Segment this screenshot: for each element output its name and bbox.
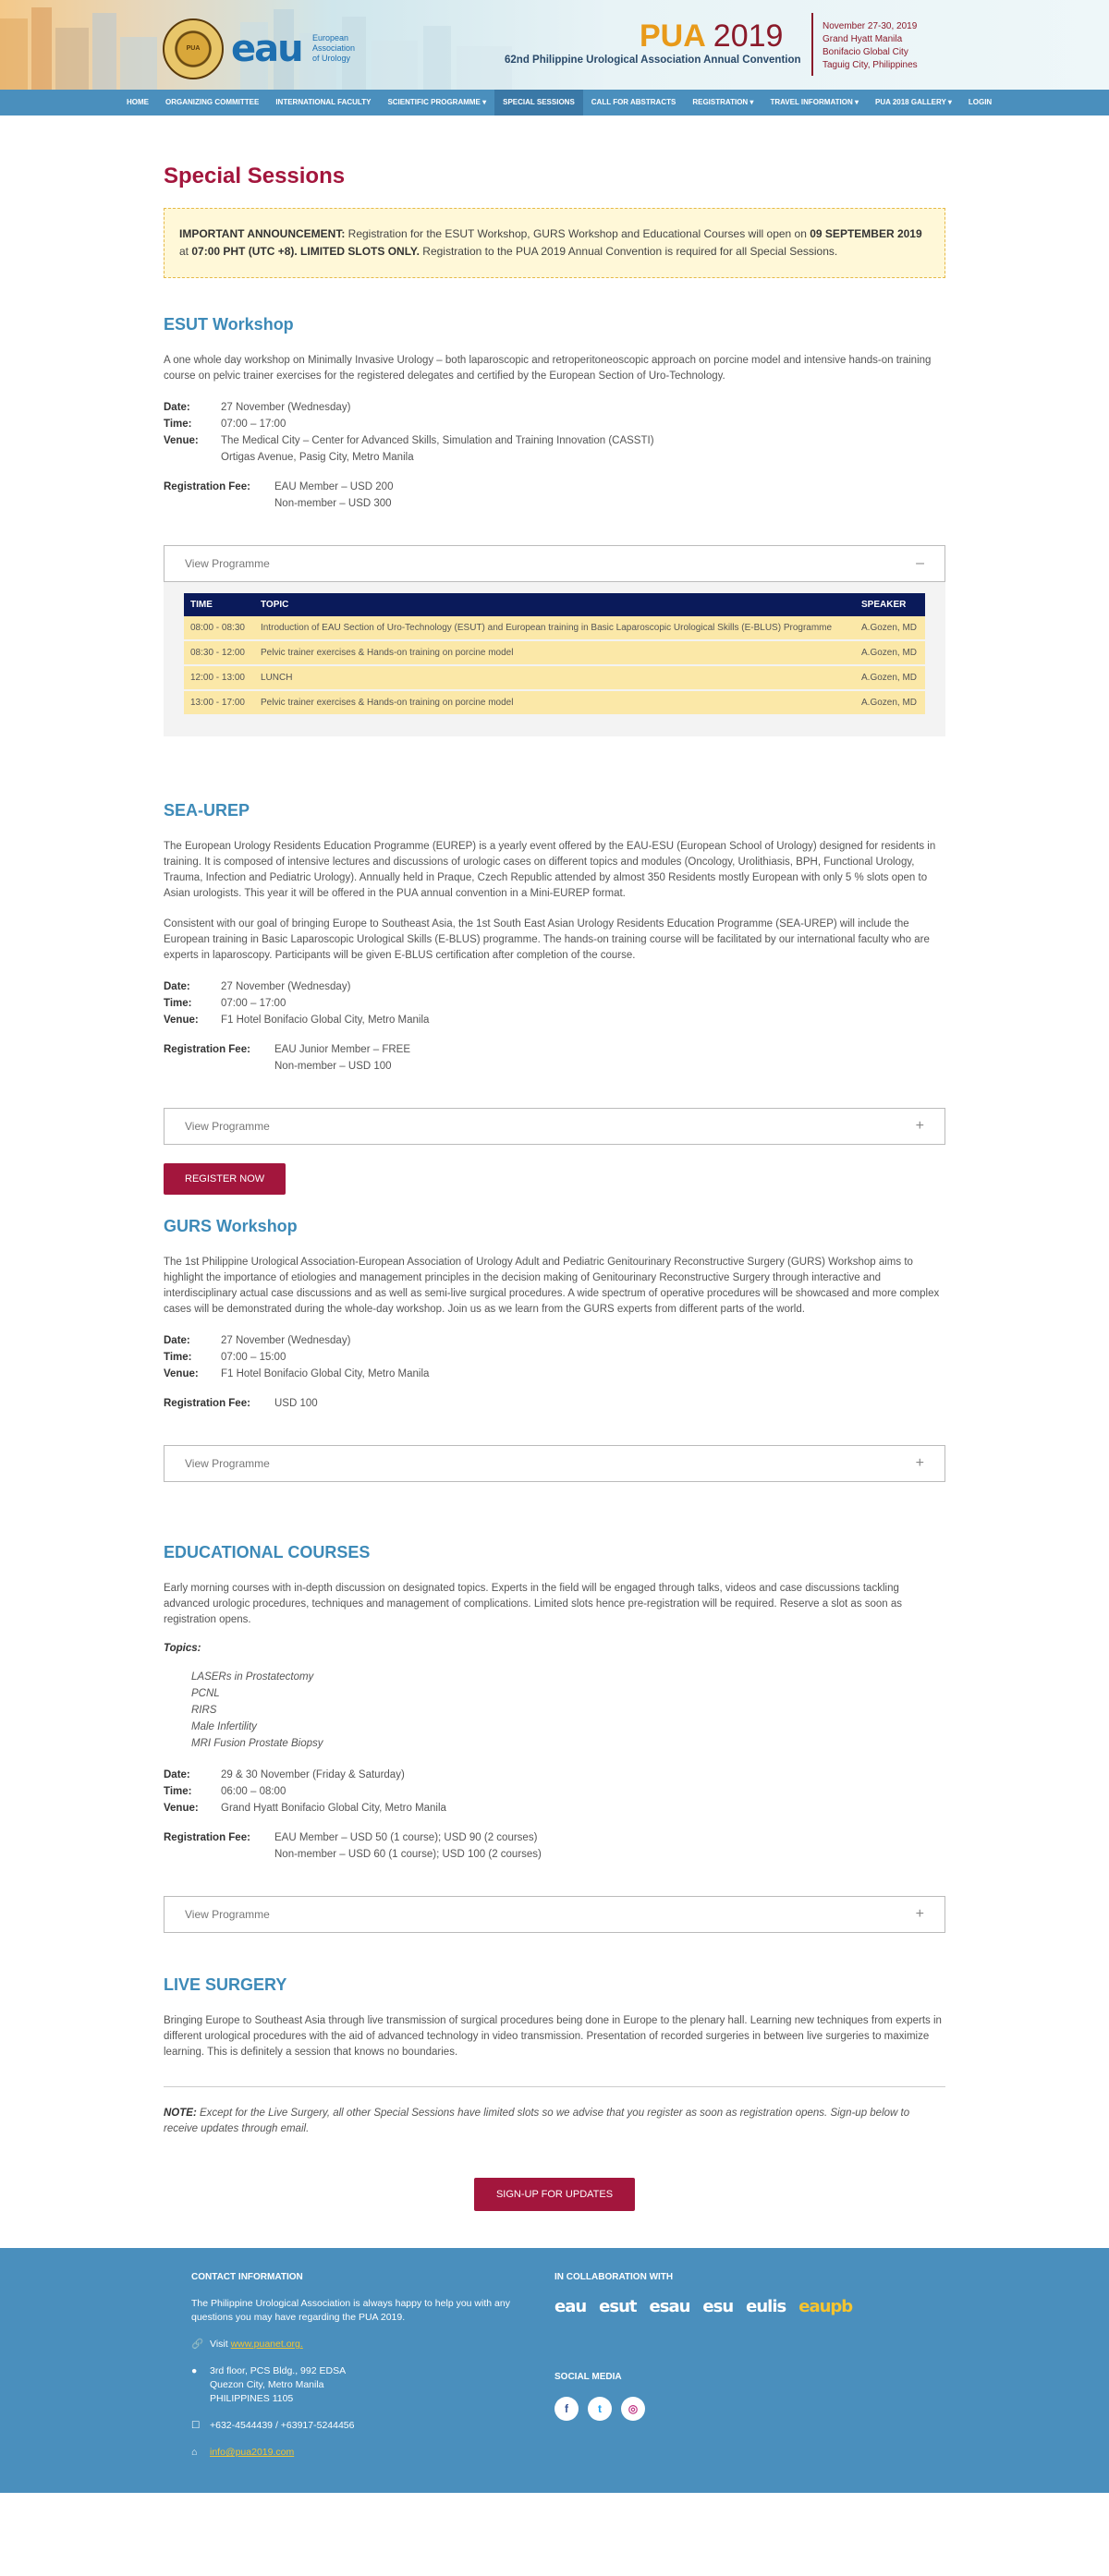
collapse-icon: – (916, 555, 924, 571)
collaboration-column (554, 2272, 943, 2421)
info-value: 07:00 – 15:00 (221, 1352, 286, 1363)
topics-label: Topics: (164, 1643, 201, 1654)
main-content (164, 115, 945, 2211)
partner-logo-esut[interactable]: esut (599, 2297, 637, 2316)
partner-logo-esu[interactable]: esu (702, 2297, 734, 2316)
view-programme-toggle[interactable] (164, 1896, 945, 1933)
pua-title (640, 18, 783, 55)
phone-icon: ☐ (191, 2420, 201, 2431)
esut-section (164, 315, 945, 736)
info-value: 29 & 30 November (Friday & Saturday) (221, 1769, 405, 1780)
pua-seal-logo[interactable] (163, 18, 224, 79)
social-links (554, 2397, 943, 2421)
partner-logo-eulis[interactable]: eulis (746, 2297, 786, 2316)
announce-bold: 09 SEPTEMBER 2019 (810, 227, 922, 240)
section-title: GURS Workshop (164, 1217, 298, 1235)
accordion-label: View Programme (185, 1908, 270, 1921)
info-value: 27 November (Wednesday) (221, 402, 351, 413)
partner-logo-eau[interactable]: eau (554, 2297, 587, 2316)
section-description: The 1st Philippine Urological Association-European Association of Urology Adult and Pediatric Genitourinary Reconstructive Surgery (GURS) Workshop aims to highlight the importance of etiologies and management principles in the decision making of Genitourinary Reconstructive Surgery through interactive and interdisciplinary actual case discussions and as well as semi-live surgical procedures. A wide spectrum of operative procedures will be showcased and more complex cases will be demonstrated during the whole-day workshop. Join us as we learn from the GURS experts from different parts of the world. (164, 1257, 940, 1315)
site-header (0, 0, 1109, 90)
fee-line: Non-member – USD 60 (1 course); USD 100 (2 courses) (274, 1849, 542, 1860)
link-icon: 🔗 (191, 2339, 204, 2350)
phone-text: +632-4544439 / +63917-5244456 (210, 2420, 355, 2431)
section-title: EDUCATIONAL COURSES (164, 1543, 371, 1561)
header-divider (811, 13, 813, 76)
info-label: Registration Fee: (164, 1398, 250, 1409)
info-label: Venue: (164, 1015, 199, 1026)
announce-text: Registration to the PUA 2019 Annual Convention is required for all Special Sessions. (419, 245, 838, 258)
nav-registration[interactable]: REGISTRATION ▾ (692, 98, 754, 106)
pua-title-text: PUA (640, 18, 706, 54)
visit-label: Visit (210, 2339, 231, 2350)
cell-time: 08:30 - 12:00 (184, 640, 254, 665)
view-programme-toggle[interactable] (164, 1445, 945, 1482)
address-line: Quezon City, Metro Manila (210, 2379, 324, 2390)
partner-logo-eaupb[interactable]: eaupb (798, 2297, 853, 2316)
email-row (191, 2446, 533, 2460)
info-value: Grand Hyatt Bonifacio Global City, Metro Manila (221, 1803, 446, 1814)
cell-topic: Introduction of EAU Section of Uro-Technology (ESUT) and European training in Basic Laparoscopic Urological Skills (E-BLUS) Programme (254, 616, 855, 640)
seal-text: PUA (186, 45, 201, 52)
eau-sub-line: of Urology (312, 54, 351, 63)
cell-speaker: A.Gozen, MD (855, 616, 925, 640)
eau-logo[interactable]: eau (231, 28, 302, 70)
table-header-row (184, 593, 925, 616)
eau-sub-line: European (312, 33, 349, 43)
contact-text: The Philippine Urological Association is always happy to help you with any questions you may have regarding the PUA 2019. (191, 2298, 510, 2323)
fee-line: EAU Member – USD 50 (1 course); USD 90 (2 courses) (274, 1832, 538, 1843)
live-surgery-section (164, 1975, 945, 2060)
section-description: The European Urology Residents Education Programme (EUREP) is a yearly event offered by the EAU-ESU (European School of Urology) designed for residents in training. It is composed of intensive lectures and discussions of urologic cases on different topics and modules (Oncology, Urolithiasis, BPH, Functional Urology, Trauma, Infection and Pediatric Urology). Annually held in Praque, Czech Republic attended by almost 350 Residents mostly European with only 5 % slots open to Asian urologists. This year it will be offered in the PUA annual convention in a Mini-EUREP format. (164, 841, 936, 899)
view-programme-toggle[interactable] (164, 545, 945, 582)
home-icon: ⌂ (191, 2447, 198, 2458)
info-label: Time: (164, 1352, 192, 1363)
note-label: NOTE: (164, 2108, 197, 2119)
table-row (184, 616, 925, 640)
note-text (164, 2106, 945, 2137)
contact-heading: CONTACT INFORMATION (191, 2272, 303, 2282)
cell-time: 13:00 - 17:00 (184, 690, 254, 715)
nav-organizing-committee[interactable]: ORGANIZING COMMITTEE (165, 98, 260, 106)
nav-home[interactable]: HOME (127, 98, 149, 106)
accordion-label: View Programme (185, 557, 270, 570)
info-label: Venue: (164, 1803, 199, 1814)
info-label: Date: (164, 1769, 190, 1780)
eau-sub-line: Association (312, 43, 356, 53)
info-label: Registration Fee: (164, 481, 250, 492)
instagram-icon[interactable]: ◎ (621, 2397, 645, 2421)
event-area: Bonifacio Global City (823, 47, 908, 57)
phone-row (191, 2419, 533, 2433)
nav-travel-information[interactable]: TRAVEL INFORMATION ▾ (770, 98, 859, 106)
info-value: F1 Hotel Bonifacio Global City, Metro Manila (221, 1015, 430, 1026)
announce-text: Registration for the ESUT Workshop, GURS Workshop and Educational Courses will open on (345, 227, 810, 240)
fee-line: Non-member – USD 300 (274, 498, 392, 509)
convention-subtitle: 62nd Philippine Urological Association Annual Convention (505, 55, 801, 66)
location-pin-icon: ● (191, 2365, 198, 2376)
cell-time: 12:00 - 13:00 (184, 665, 254, 690)
partner-logos (554, 2297, 943, 2316)
accordion-label: View Programme (185, 1457, 270, 1470)
cell-speaker: A.Gozen, MD (855, 665, 925, 690)
twitter-icon[interactable]: t (588, 2397, 612, 2421)
table-row (184, 640, 925, 665)
session-info (164, 1332, 945, 1382)
info-label: Venue: (164, 1368, 199, 1379)
section-title: SEA-UREP (164, 801, 250, 820)
page-title: Special Sessions (164, 164, 346, 188)
programme-table (184, 593, 925, 716)
site-footer (0, 2248, 1109, 2493)
expand-icon: + (915, 1118, 924, 1134)
info-value (274, 1829, 542, 1863)
event-date: November 27-30, 2019 (823, 21, 918, 31)
column-header: TOPIC (254, 593, 855, 616)
eau-logo-subtitle (312, 33, 355, 64)
info-value: USD 100 (274, 1398, 318, 1409)
column-header: SPEAKER (855, 593, 925, 616)
facebook-icon[interactable]: f (554, 2397, 579, 2421)
pua-year: 2019 (713, 18, 784, 54)
register-now-button[interactable]: REGISTER NOW (164, 1163, 286, 1195)
section-title: ESUT Workshop (164, 315, 294, 334)
gurs-section (164, 1217, 945, 1482)
event-city: Taguig City, Philippines (823, 60, 918, 70)
session-info (164, 399, 945, 466)
email-link[interactable]: info@pua2019.com (210, 2447, 295, 2458)
section-description: Early morning courses with in-depth discussion on designated topics. Experts in the field will be engaged through talks, videos and case discussions tackling advanced urologic procedures, techniques and management of complications. Limited slots hence pre-registration will be required. Reserve a slot as soon as registration opens. (164, 1583, 903, 1625)
info-value (221, 432, 654, 466)
fee-line: Non-member – USD 100 (274, 1061, 392, 1072)
info-label: Time: (164, 1786, 192, 1797)
venue-line: The Medical City – Center for Advanced Skills, Simulation and Training Innovation (CASSTI) (221, 435, 654, 446)
info-value: 27 November (Wednesday) (221, 981, 351, 992)
cell-speaker: A.Gozen, MD (855, 640, 925, 665)
cell-topic: LUNCH (254, 665, 855, 690)
cell-time: 08:00 - 08:30 (184, 616, 254, 640)
list-item: PCNL (191, 1688, 220, 1699)
signup-for-updates-button[interactable]: SIGN-UP FOR UPDATES (474, 2178, 635, 2211)
fee-line: EAU Member – USD 200 (274, 481, 394, 492)
table-row (184, 665, 925, 690)
info-value (274, 479, 393, 512)
info-label: Registration Fee: (164, 1832, 250, 1843)
column-header: TIME (184, 593, 254, 616)
divider (164, 2086, 945, 2087)
cell-topic: Pelvic trainer exercises & Hands-on training on porcine model (254, 640, 855, 665)
info-label: Date: (164, 402, 190, 413)
cell-speaker: A.Gozen, MD (855, 690, 925, 715)
main-nav (0, 90, 1109, 115)
nav-international-faculty[interactable]: INTERNATIONAL FACULTY (275, 98, 372, 106)
social-heading: SOCIAL MEDIA (554, 2372, 622, 2382)
list-item: Male Infertility (191, 1721, 257, 1732)
website-link[interactable]: www.puanet.org. (230, 2339, 303, 2350)
note-body: Except for the Live Surgery, all other Special Sessions have limited slots so we advise that you register as soon as registration opens. Sign-up below to receive updates through email. (164, 2108, 910, 2134)
sea-urep-section (164, 801, 945, 1195)
programme-panel (164, 582, 945, 736)
info-value: 06:00 – 08:00 (221, 1786, 286, 1797)
fee-info (164, 1829, 945, 1863)
section-description: Bringing Europe to Southeast Asia through live transmission of surgical procedures being done in Europe to the plenary hall. Learning new techniques from experts in different urological procedures with the aid of advanced technology in video transmission. Presentation of recorded surgeries in between live surgeries to maximize learning. This is definitely a session that knows no boundaries. (164, 2015, 942, 2058)
nav-special-sessions[interactable]: SPECIAL SESSIONS (494, 90, 583, 115)
address-text (210, 2364, 346, 2406)
announce-text: at (179, 245, 192, 258)
list-item: LASERs in Prostatectomy (191, 1671, 314, 1683)
fee-info (164, 1041, 945, 1075)
info-value (274, 1041, 410, 1075)
table-row (184, 690, 925, 715)
info-value: 07:00 – 17:00 (221, 998, 286, 1009)
address-line: 3rd floor, PCS Bldg., 992 EDSA (210, 2365, 347, 2376)
collab-heading: IN COLLABORATION WITH (554, 2272, 674, 2282)
accordion-label: View Programme (185, 1120, 270, 1133)
info-value: 07:00 – 17:00 (221, 419, 286, 430)
nav-login[interactable]: LOGIN (968, 98, 993, 106)
topics-list (191, 1669, 945, 1752)
cell-topic: Pelvic trainer exercises & Hands-on training on porcine model (254, 690, 855, 715)
info-label: Date: (164, 981, 190, 992)
fee-line: EAU Junior Member – FREE (274, 1044, 410, 1055)
info-label: Venue: (164, 435, 199, 446)
fee-info (164, 1395, 945, 1412)
list-item: RIRS (191, 1705, 217, 1716)
expand-icon: + (915, 1455, 924, 1471)
educational-courses-section (164, 1543, 945, 1933)
venue-line: Ortigas Avenue, Pasig City, Metro Manila (221, 452, 414, 463)
announce-bold: 07:00 PHT (UTC +8). LIMITED SLOTS ONLY. (191, 245, 420, 258)
info-label: Registration Fee: (164, 1044, 250, 1055)
info-label: Time: (164, 419, 192, 430)
event-details (823, 20, 918, 72)
address-line: PHILIPPINES 1105 (210, 2393, 294, 2404)
event-venue: Grand Hyatt Manila (823, 34, 903, 44)
list-item: MRI Fusion Prostate Biopsy (191, 1738, 323, 1749)
contact-column (191, 2272, 533, 2460)
info-label: Time: (164, 998, 192, 1009)
info-value: F1 Hotel Bonifacio Global City, Metro Manila (221, 1368, 430, 1379)
fee-info (164, 479, 945, 512)
session-info (164, 1767, 945, 1817)
address-row (191, 2364, 533, 2406)
nav-pua-2018-gallery[interactable]: PUA 2018 GALLERY ▾ (875, 98, 952, 106)
view-programme-toggle[interactable] (164, 1108, 945, 1145)
section-description: A one whole day workshop on Minimally Invasive Urology – both laparoscopic and retroperitoneoscopic approach on porcine model and intensive hands-on training course on pelvic trainer exercises for the registered delegates and certified by the European Section of Uro-Technology. (164, 355, 932, 382)
nav-scientific-programme[interactable]: SCIENTIFIC PROGRAMME ▾ (387, 98, 487, 106)
announcement-box (164, 208, 945, 278)
section-description: Consistent with our goal of bringing Europe to Southeast Asia, the 1st South East Asian Urology Residents Education Programme (SEA-UREP) will include the European training in Basic Laparoscopic Urological Skills (E-BLUS) programme. The hands-on training course will be facilitated by our international faculty who are experts in laparoscopy. Participants will be given E-BLUS certification after completion of the course. (164, 918, 930, 961)
session-info (164, 978, 945, 1028)
info-value: 27 November (Wednesday) (221, 1335, 351, 1346)
section-title: LIVE SURGERY (164, 1975, 287, 1994)
expand-icon: + (915, 1906, 924, 1922)
visit-text (210, 2338, 303, 2351)
partner-logo-esau[interactable]: esau (649, 2297, 690, 2316)
visit-row (191, 2338, 533, 2351)
nav-call-for-abstracts[interactable]: CALL FOR ABSTRACTS (591, 98, 676, 106)
info-label: Date: (164, 1335, 190, 1346)
announce-bold: IMPORTANT ANNOUNCEMENT: (179, 227, 346, 240)
